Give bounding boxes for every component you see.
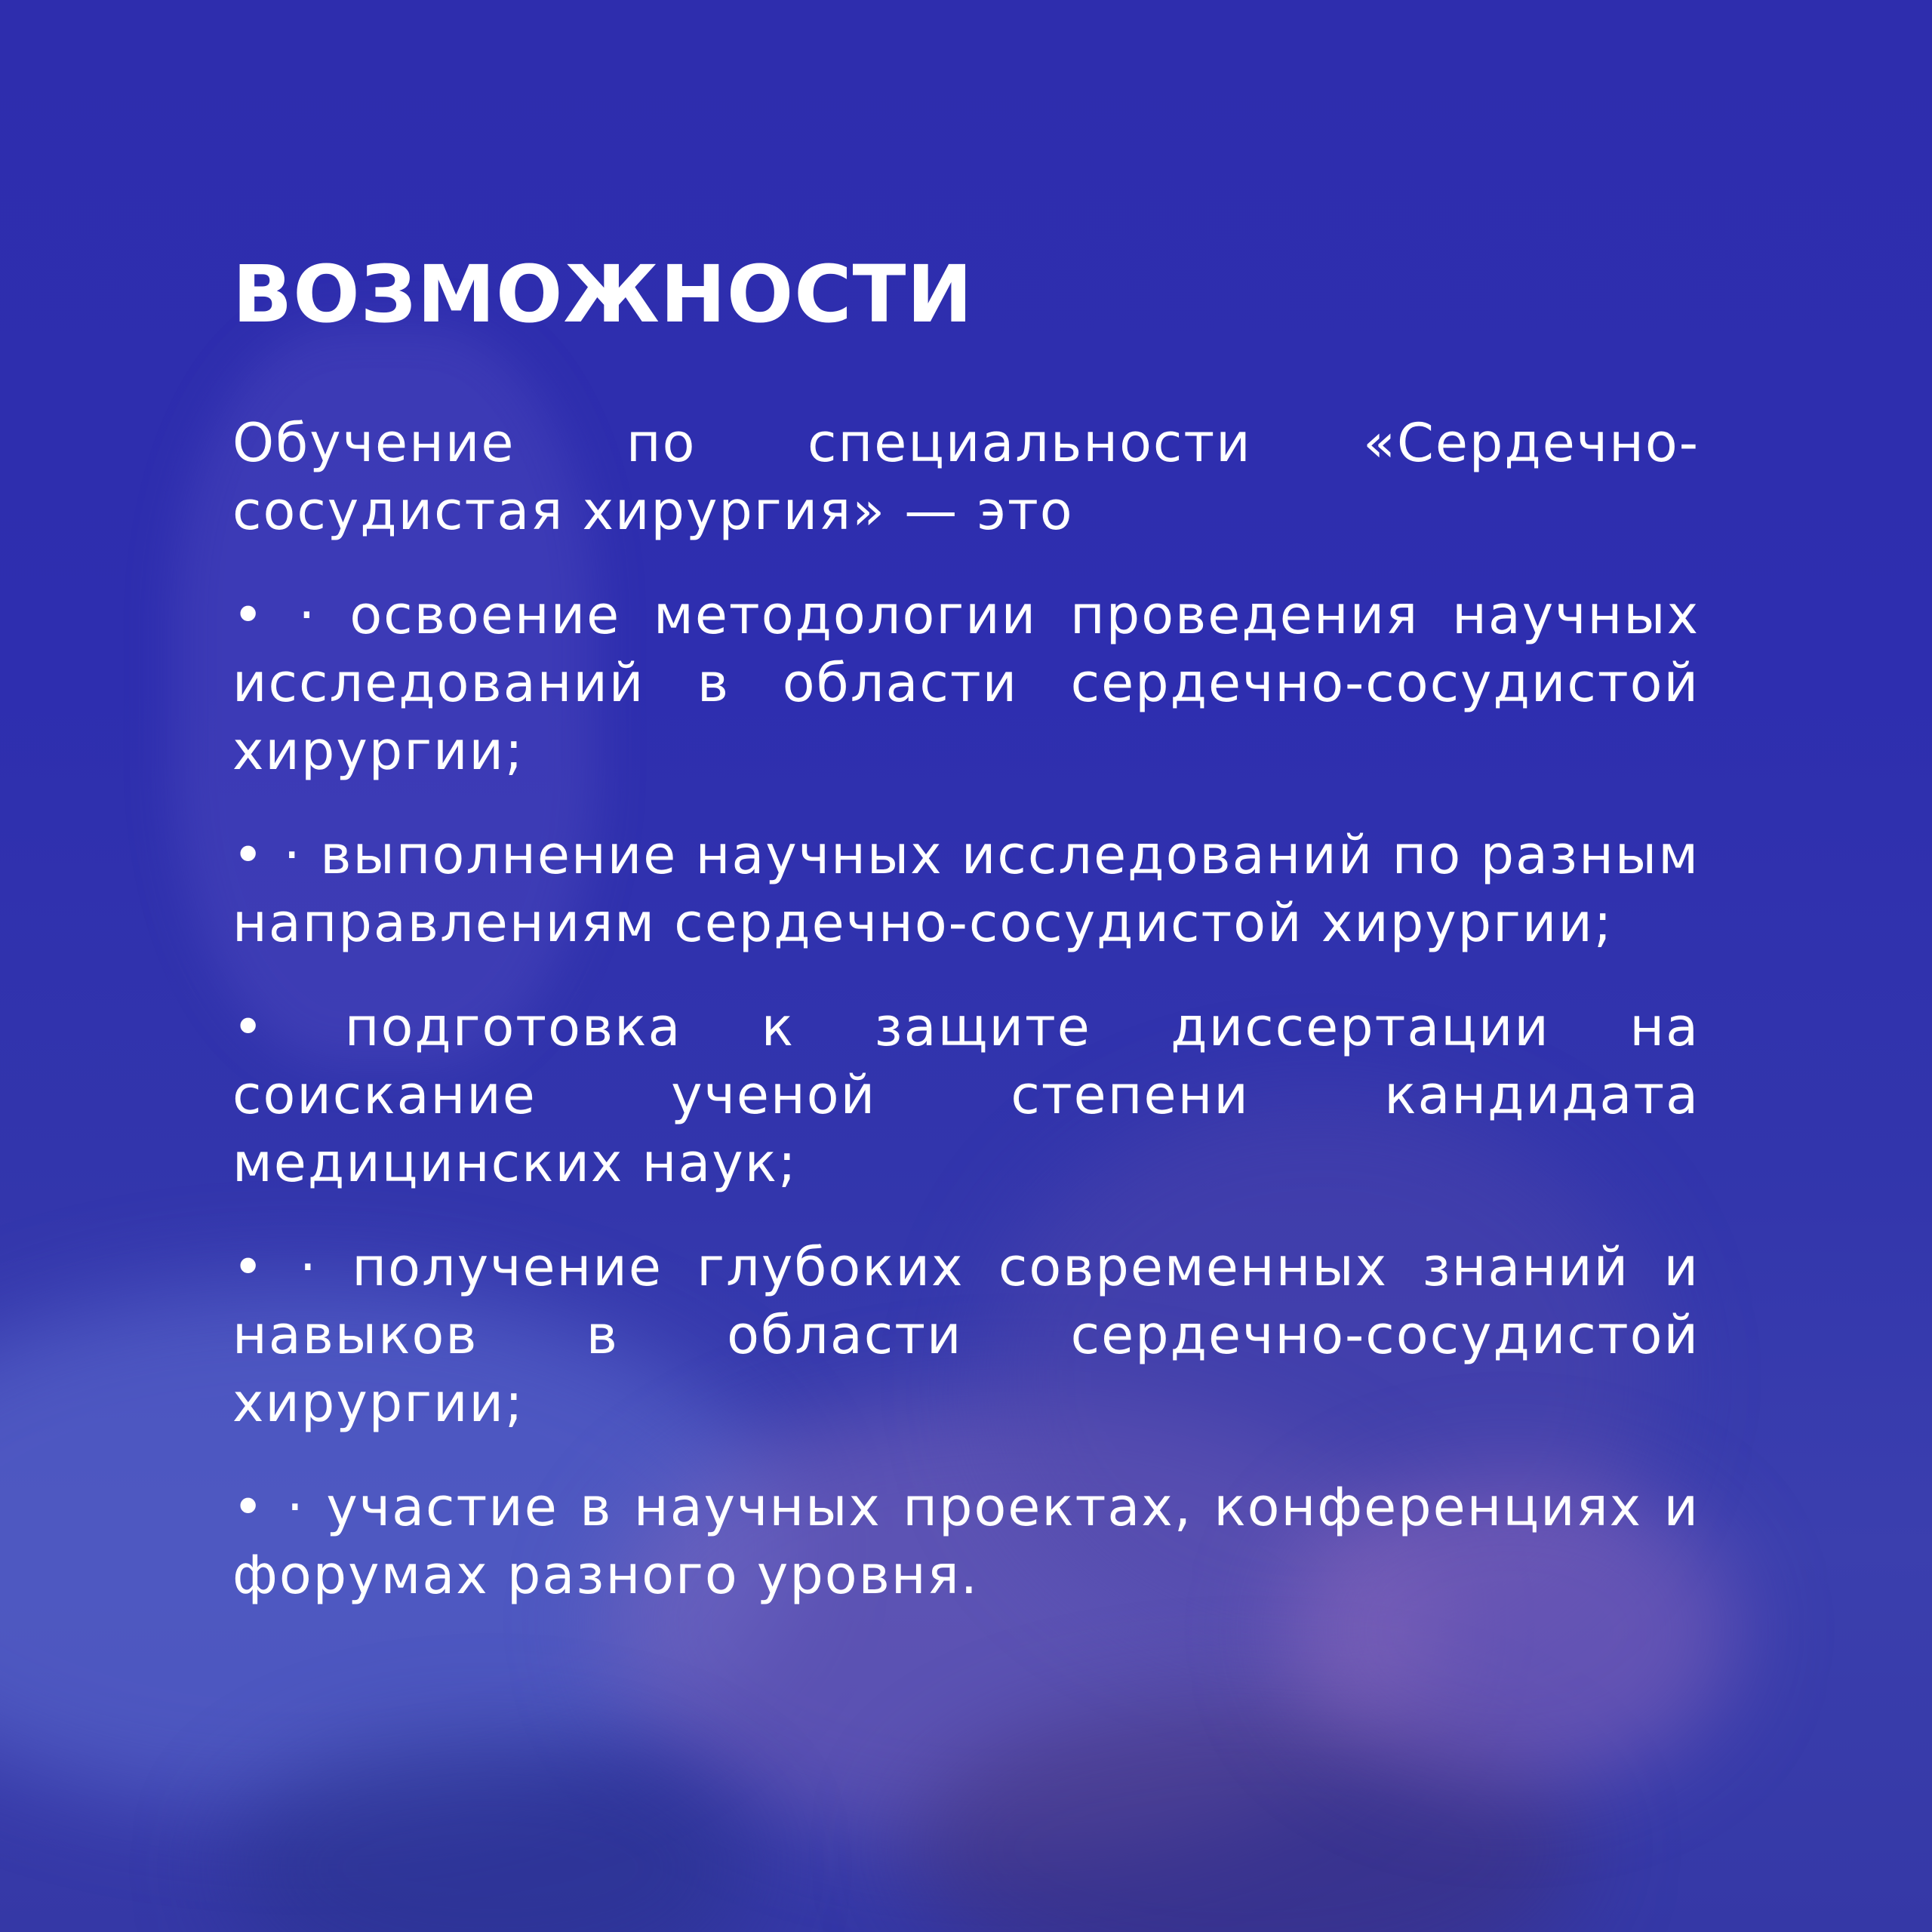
- opportunities-list: [232, 581, 1700, 1609]
- list-item: • · получение глубоких современных знаний и навыков в области сердечно-сосудистой хирургии;: [232, 1236, 1700, 1434]
- list-item: • подготовка к защите диссертации на соискание ученой степени кандидата медицинских наук;: [232, 996, 1700, 1194]
- list-item: • · освоение методологии проведения научных исследований в области сердечно-сосудистой хирургии;: [232, 584, 1700, 782]
- list-item: • · участие в научных проектах, конференциях и форумах разного уровня.: [232, 1476, 1700, 1606]
- page-title: ВОЗМОЖНОСТИ: [232, 248, 974, 340]
- content-panel: [232, 249, 1700, 1609]
- intro-text: Обучение по специальности «Сердечно-сосудистая хирургия» — это: [232, 412, 1700, 542]
- list-item: • · выполнение научных исследований по разным направлениям сердечно-сосудистой хирургии;: [232, 824, 1700, 954]
